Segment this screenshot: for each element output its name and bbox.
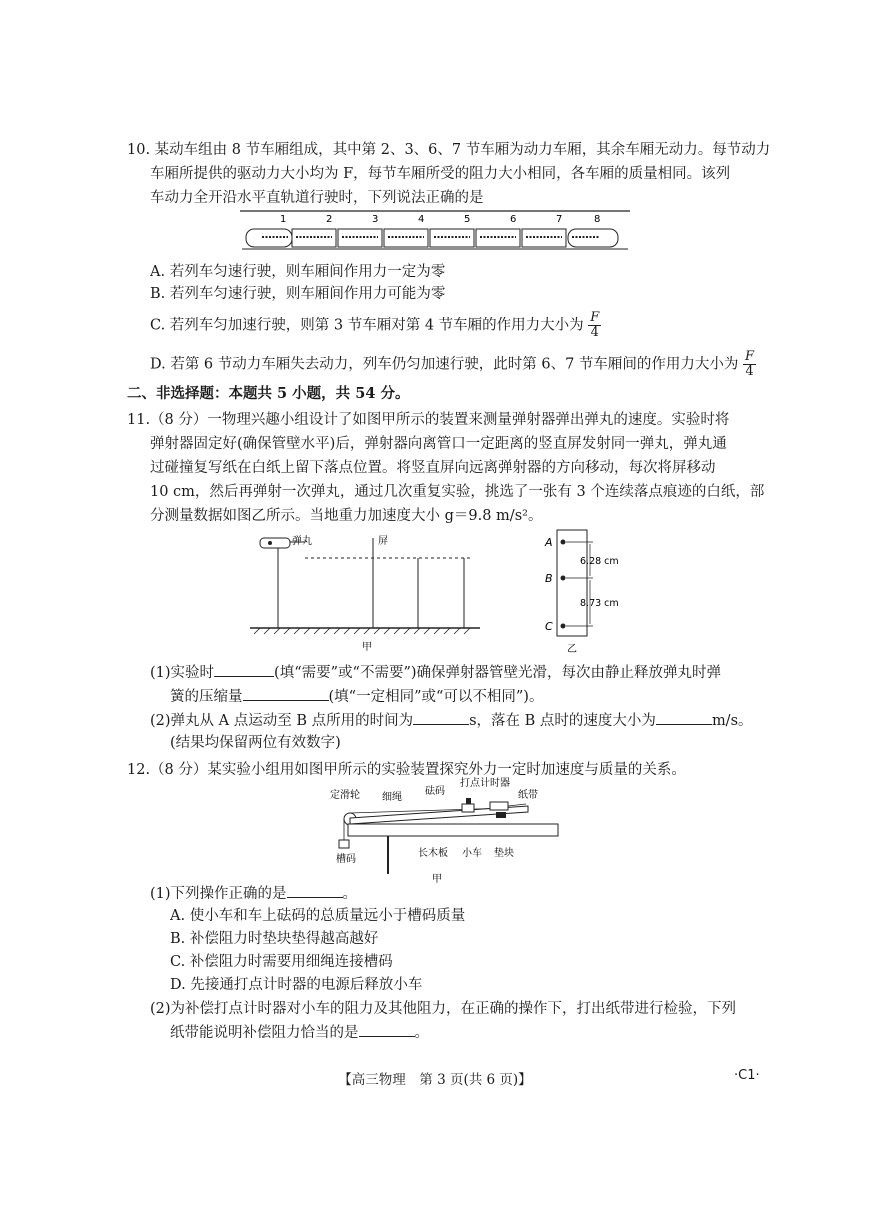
page-code: ·C1·	[734, 1068, 760, 1083]
label-ball: 弹丸	[292, 536, 312, 547]
answer-blank-2[interactable]	[243, 686, 329, 701]
q10-option-d-fraction: $\frac{F}{4}$	[745, 349, 755, 379]
car-num-3: 3	[372, 214, 379, 225]
label-block: 垫块	[494, 848, 514, 859]
block-icon	[496, 812, 506, 818]
q12-part2-line2: 纸带能说明补偿阻力恰当的是 。	[170, 1022, 429, 1043]
q11-stem-line4: 10 cm，然后再弹射一次弹丸，通过几次重复实验，挑选了一张有 3 个连续落点痕迹的白纸，部	[150, 484, 765, 500]
label-c: C	[545, 620, 553, 633]
cart-icon	[462, 804, 474, 812]
car-num-5: 5	[464, 214, 471, 225]
answer-blank-4[interactable]	[656, 710, 712, 725]
q10-option-c-fraction: $\frac{F}{4}$	[590, 310, 600, 340]
train-figure	[240, 207, 630, 255]
q10-option-c	[150, 311, 601, 340]
q10-option-b: B. 若列车匀速行驶，则车厢间作用力可能为零	[150, 286, 446, 302]
table-top	[348, 824, 558, 836]
answer-blank-6[interactable]	[359, 1022, 415, 1037]
hanger-icon	[339, 840, 349, 848]
q11-part2-line1: (2)弹丸从 A 点运动至 B 点所用的时间为 s，落在 B 点时的速度大小为 m/s。	[150, 710, 753, 731]
figure-yi-paper	[535, 528, 635, 658]
point-a	[561, 540, 566, 545]
q11-stem-line5: 分测量数据如图乙所示。当地重力加速度大小 g＝9.8 m/s²。	[150, 508, 543, 524]
q11-part1-line2: 簧的压缩量 (填“一定相同”或“可以不相同”)。	[170, 686, 543, 707]
q10-option-d	[150, 350, 756, 379]
label-a: A	[545, 536, 553, 549]
q11-part1-line1: (1)实验时 (填“需要”或“不需要”)确保弹射器管壁光滑，每次由静止释放弹丸时弹	[150, 662, 721, 683]
caption-yi: 乙	[567, 644, 577, 655]
label-tape: 纸带	[518, 790, 538, 801]
car-num-4: 4	[418, 214, 425, 225]
label-b: B	[545, 572, 553, 585]
label-hanger: 槽码	[336, 854, 356, 865]
label-ab-distance: 6.28 cm	[580, 556, 619, 567]
timer-icon	[490, 802, 508, 810]
q12-option-d: D. 先接通打点计时器的电源后释放小车	[170, 977, 423, 993]
label-cart: 小车	[462, 848, 482, 859]
label-pulley: 定滑轮	[330, 790, 360, 801]
q12-option-a: A. 使小车和车上砝码的总质量远小于槽码质量	[170, 908, 466, 924]
answer-blank-3[interactable]	[413, 710, 469, 725]
point-b	[561, 576, 566, 581]
figure-jia-cart-setup	[328, 776, 560, 886]
label-screen: 屏	[378, 536, 388, 547]
label-rope: 细绳	[382, 792, 402, 803]
weight-icon	[466, 798, 471, 804]
q10-option-a: A. 若列车匀速行驶，则车厢间作用力一定为零	[150, 264, 446, 280]
car-num-7: 7	[556, 214, 563, 225]
label-board: 长木板	[418, 848, 448, 859]
q12-part2-line1: (2)为补偿打点计时器对小车的阻力及其他阻力，在正确的操作下，打出纸带进行检验，下列	[150, 1001, 737, 1017]
q12-stem: 12.（8 分）某实验小组用如图甲所示的实验装置探究外力一定时加速度与质量的关系。	[127, 762, 686, 778]
q12-part1: (1)下列操作正确的是 。	[150, 883, 357, 904]
launcher-icon	[260, 538, 290, 548]
label-timer: 打点计时器	[460, 778, 510, 789]
point-c	[561, 624, 566, 629]
label-bc-distance: 8.73 cm	[580, 598, 619, 609]
label-weight: 砝码	[425, 786, 445, 797]
q10-option-c-text: C. 若列车匀加速行驶，则第 3 节车厢对第 4 节车厢的作用力大小为	[150, 317, 584, 334]
car-num-2: 2	[326, 214, 333, 225]
answer-blank-1[interactable]	[214, 662, 274, 677]
q10-stem-line3: 车动力全开沿水平直轨道行驶时，下列说法正确的是	[150, 190, 484, 206]
q10-option-d-text: D. 若第 6 节动力车厢失去动力，列车仍匀加速行驶，此时第 6、7 节车厢间的作用力大小为	[150, 356, 739, 373]
q11-part2-note: (结果均保留两位有效数字)	[170, 735, 341, 751]
car-num-1: 1	[280, 214, 287, 225]
q11-stem-line2: 弹射器固定好(确保管壁水平)后，弹射器向离管口一定距离的竖直屏发射同一弹丸，弹丸通	[150, 436, 727, 452]
q11-stem-line1: 11.（8 分）一物理兴趣小组设计了如图甲所示的装置来测量弹射器弹出弹丸的速度。实验时将	[127, 412, 730, 428]
q12-option-b: B. 补偿阻力时垫块垫得越高越好	[170, 931, 379, 947]
q10-stem-line2: 车厢所提供的驱动力大小均为 F，每节车厢所受的阻力大小相同，各车厢的质量相同。该列	[150, 166, 731, 182]
car-num-8: 8	[594, 214, 601, 225]
q12-option-c: C. 补偿阻力时需要用细绳连接槽码	[170, 954, 393, 970]
q10-stem-line1: 10. 某动车组由 8 节车厢组成，其中第 2、3、6、7 节车厢为动力车厢，其余车厢无动力。每节动力	[127, 142, 771, 158]
answer-blank-5[interactable]	[287, 883, 343, 898]
car-num-6: 6	[510, 214, 517, 225]
figure-jia-launcher	[250, 530, 480, 656]
caption-jia: 甲	[362, 642, 372, 653]
q11-stem-line3: 过碰撞复写纸在白纸上留下落点位置。将竖直屏向远离弹射器的方向移动，每次将屏移动	[150, 460, 716, 476]
section-heading: 二、非选择题：本题共 5 小题，共 54 分。	[127, 385, 410, 402]
page-footer: 【高三物理 第 3 页(共 6 页)】	[338, 1072, 532, 1088]
caption-jia-2: 甲	[432, 874, 442, 885]
